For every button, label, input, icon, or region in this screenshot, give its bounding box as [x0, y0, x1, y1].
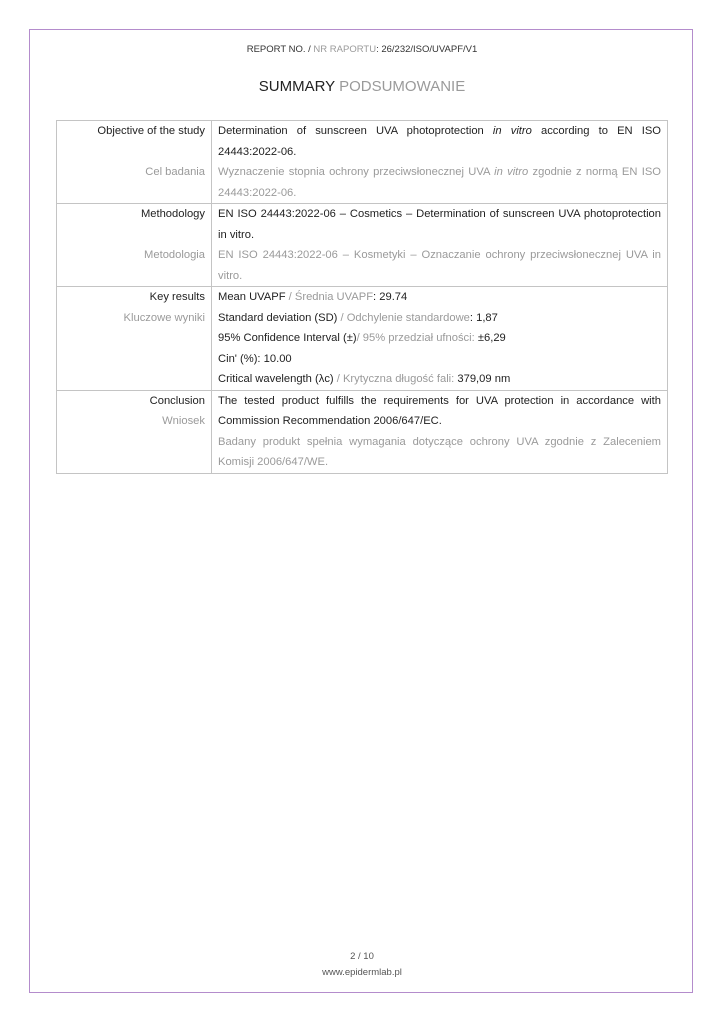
conclusion-text-en: The tested product fulfills the requirements for UVA protection in accordance with Commission Recommendation 2006/647/EC. [218, 394, 661, 427]
results-label-pl: Kluczowe wyniki [123, 311, 205, 324]
summary-table [56, 120, 668, 474]
conclusion-label-pl: Wniosek [162, 415, 205, 427]
methodology-label-cell [57, 204, 212, 287]
methodology-label-pl: Metodologia [144, 249, 205, 261]
objective-label-cell [57, 121, 212, 204]
conclusion-label-en: Conclusion [149, 394, 205, 407]
result-standard-deviation: Standard deviation (SD) / Odchylenie standardowe: 1,87 [218, 311, 498, 324]
report-number-pl: NR RAPORTU [310, 44, 377, 55]
summary-title [0, 78, 724, 95]
methodology-value-cell [212, 204, 668, 287]
summary-title-pl: PODSUMOWANIE [334, 78, 466, 95]
objective-text-pl: Wyznaczenie stopnia ochrony przeciwsłonecznej UVA in vitro zgodnie z normą EN ISO 24443:2022-06. [218, 166, 662, 199]
results-label-en: Key results [149, 291, 205, 303]
methodology-text-pl: EN ISO 24443:2022-06 – Kosmetyki – Oznaczanie ochrony przeciwsłonecznej UVA in vitro. [218, 249, 661, 282]
conclusion-value-cell [212, 390, 668, 473]
objective-text-en: Determination of sunscreen UVA photoprotection in vitro according to EN ISO 24443:2022-06. [218, 125, 662, 158]
report-number [0, 44, 724, 55]
report-number-en: REPORT NO. / [246, 44, 311, 55]
results-value-cell [212, 287, 668, 391]
objective-label-pl: Cel badania [145, 166, 205, 178]
report-number-value: : 26/232/ISO/UVAPF/V1 [376, 44, 478, 55]
row-key-results [57, 287, 668, 391]
objective-label-en: Objective of the study [97, 125, 205, 137]
result-mean-uvapf: Mean UVAPF / Średnia UVAPF: 29.74 [218, 291, 408, 303]
results-label-cell [57, 287, 212, 391]
methodology-text-en: EN ISO 24443:2022-06 – Cosmetics – Determination of sunscreen UVA photoprotection in vitro. [218, 208, 661, 241]
summary-title-en: SUMMARY [258, 78, 335, 95]
page-number: 2 / 10 [350, 951, 374, 962]
objective-value-cell [212, 121, 668, 204]
row-methodology [57, 204, 668, 287]
row-objective [57, 121, 668, 204]
result-critical-wavelength: Critical wavelength (λc) / Krytyczna długość fali: 379,09 nm [218, 373, 511, 385]
methodology-label-en: Methodology [140, 208, 205, 220]
conclusion-label-cell [57, 390, 212, 473]
conclusion-text-pl: Badany produkt spełnia wymagania dotyczące ochrony UVA zgodnie z Zaleceniem Komisji 2006/647/WE. [218, 435, 661, 468]
result-confidence-interval: 95% Confidence Interval (±)/ 95% przedział ufności: ±6,29 [218, 332, 506, 344]
footer-website-link[interactable]: www.epidermlab.pl [322, 967, 402, 978]
result-cin: Cin' (%): 10.00 [218, 352, 292, 365]
row-conclusion [57, 390, 668, 473]
